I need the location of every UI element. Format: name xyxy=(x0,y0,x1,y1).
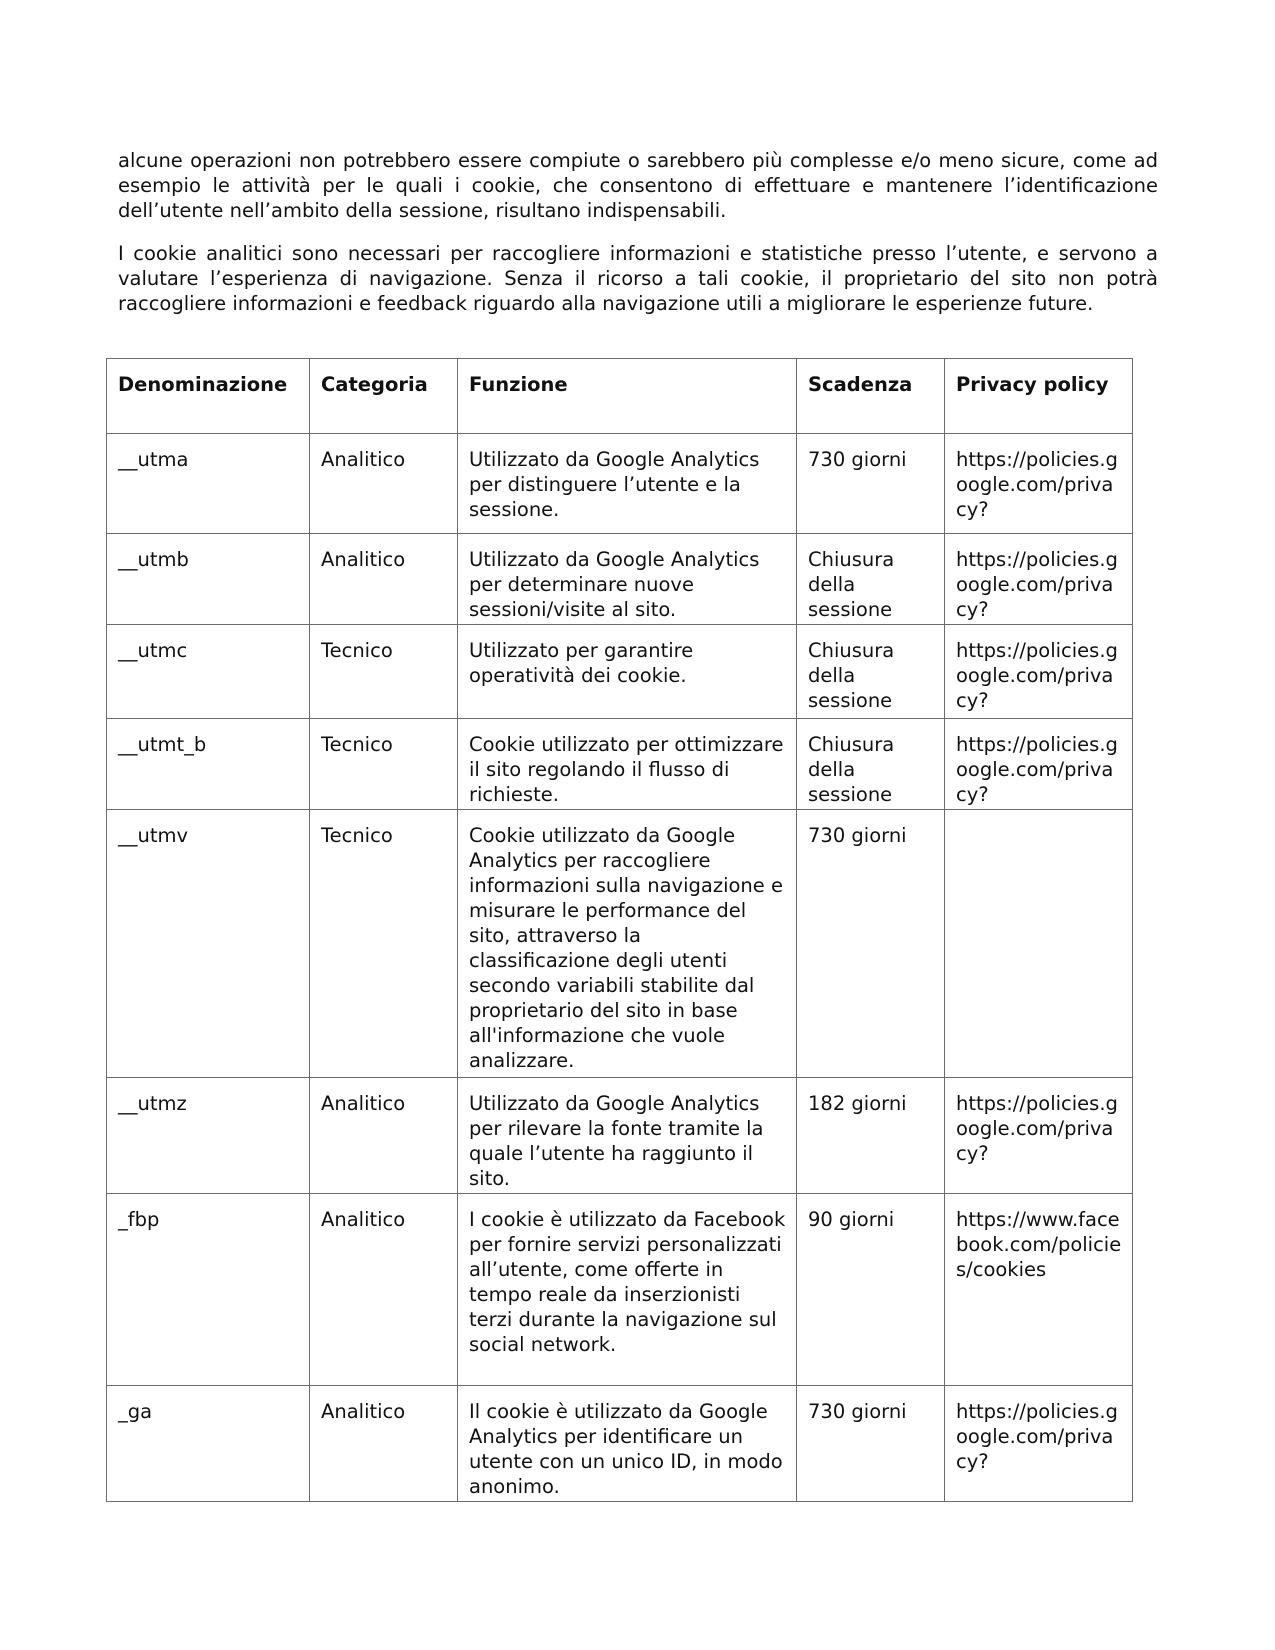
cookie-policy-link[interactable]: https://www.facebook.com/policies/cookies xyxy=(945,1194,1133,1386)
cookie-function: Il cookie è utilizzato da Google Analytics per identificare un utente con un unico ID, in modo anonimo. xyxy=(458,1386,797,1502)
table-row xyxy=(107,1194,1133,1386)
cookie-name: _fbp xyxy=(107,1194,310,1386)
cookie-name: __utmv xyxy=(107,810,310,1078)
cookie-expiry: Chiusura della sessione xyxy=(797,625,945,719)
paragraph-analytic-cookies: I cookie analitici sono necessari per raccogliere informazioni e statistiche presso l’utente, e servono a valutare l’esperienza di navigazione. Senza il ricorso a tali cookie, il proprietario del sito non potrà raccogliere informazioni e feedback riguardo alla navigazione utili a migliorare le esperienze future. xyxy=(118,242,1158,315)
cookie-policy-link[interactable]: https://policies.google.com/privacy? xyxy=(945,1386,1133,1502)
cookie-category: Analitico xyxy=(310,1194,458,1386)
cookie-name: __utmc xyxy=(107,625,310,719)
cookie-category: Tecnico xyxy=(310,810,458,1078)
cookie-expiry: Chiusura della sessione xyxy=(797,719,945,810)
table-row xyxy=(107,719,1133,810)
cookie-function: Utilizzato da Google Analytics per rilevare la fonte tramite la quale l’utente ha raggiunto il sito. xyxy=(458,1078,797,1194)
cookie-function: Utilizzato per garantire operatività dei cookie. xyxy=(458,625,797,719)
cookie-expiry: 730 giorni xyxy=(797,810,945,1078)
cookie-function: I cookie è utilizzato da Facebook per fornire servizi personalizzati all’utente, come offerte in tempo reale da inserzionisti terzi durante la navigazione sul social network. xyxy=(458,1194,797,1386)
cookie-expiry: Chiusura della sessione xyxy=(797,534,945,625)
cookie-function: Cookie utilizzato per ottimizzare il sito regolando il flusso di richieste. xyxy=(458,719,797,810)
cookie-name: __utmz xyxy=(107,1078,310,1194)
cookie-expiry: 730 giorni xyxy=(797,434,945,534)
header-privacy-policy: Privacy policy xyxy=(945,359,1133,434)
table-row xyxy=(107,1078,1133,1194)
cookie-category: Tecnico xyxy=(310,719,458,810)
header-categoria: Categoria xyxy=(310,359,458,434)
header-denominazione: Denominazione xyxy=(107,359,310,434)
cookie-function: Cookie utilizzato da Google Analytics per raccogliere informazioni sulla navigazione e misurare le performance del sito, attraverso la classificazione degli utenti secondo variabili stabilite dal proprietario del sito in base all'informazione che vuole analizzare. xyxy=(458,810,797,1078)
table-row xyxy=(107,534,1133,625)
cookie-policy-link[interactable]: https://policies.google.com/privacy? xyxy=(945,1078,1133,1194)
cookie-category: Analitico xyxy=(310,534,458,625)
table-row xyxy=(107,625,1133,719)
header-scadenza: Scadenza xyxy=(797,359,945,434)
cookie-expiry: 90 giorni xyxy=(797,1194,945,1386)
cookie-name: _ga xyxy=(107,1386,310,1502)
cookie-policy-link xyxy=(945,810,1133,1078)
paragraph-technical-cookies: alcune operazioni non potrebbero essere compiute o sarebbero più complesse e/o meno sicure, come ad esempio le attività per le quali i cookie, che consentono di effettuare e mantenere l’identificazione dell’utente nell’ambito della sessione, risultano indispensabili. xyxy=(118,149,1158,222)
cookie-category: Analitico xyxy=(310,1078,458,1194)
cookie-name: __utmt_b xyxy=(107,719,310,810)
header-funzione: Funzione xyxy=(458,359,797,434)
cookie-category: Analitico xyxy=(310,1386,458,1502)
cookie-policy-link[interactable]: https://policies.google.com/privacy? xyxy=(945,534,1133,625)
cookie-expiry: 730 giorni xyxy=(797,1386,945,1502)
cookie-policy-link[interactable]: https://policies.google.com/privacy? xyxy=(945,625,1133,719)
table-header-row xyxy=(107,359,1133,434)
table-row xyxy=(107,434,1133,534)
cookie-category: Analitico xyxy=(310,434,458,534)
table-row xyxy=(107,810,1133,1078)
cookie-name: __utma xyxy=(107,434,310,534)
cookie-name: __utmb xyxy=(107,534,310,625)
cookie-function: Utilizzato da Google Analytics per determinare nuove sessioni/visite al sito. xyxy=(458,534,797,625)
cookie-policy-link[interactable]: https://policies.google.com/privacy? xyxy=(945,434,1133,534)
cookie-expiry: 182 giorni xyxy=(797,1078,945,1194)
cookie-table xyxy=(106,358,1133,1502)
table-row xyxy=(107,1386,1133,1502)
cookie-category: Tecnico xyxy=(310,625,458,719)
cookie-policy-link[interactable]: https://policies.google.com/privacy? xyxy=(945,719,1133,810)
cookie-function: Utilizzato da Google Analytics per distinguere l’utente e la sessione. xyxy=(458,434,797,534)
